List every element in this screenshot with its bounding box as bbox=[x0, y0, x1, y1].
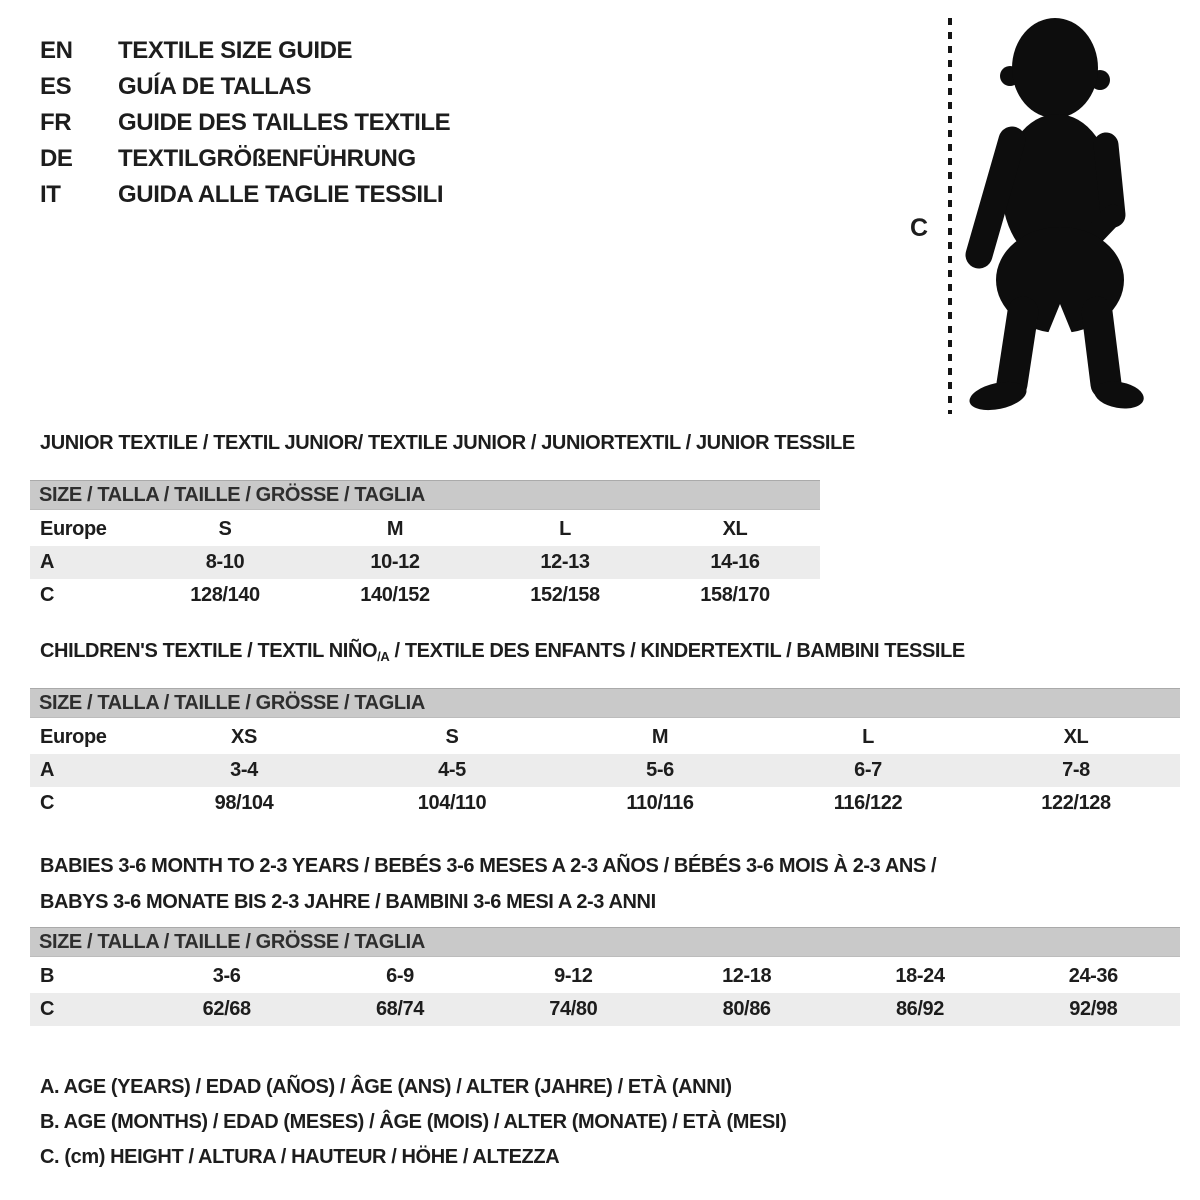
size-value: 3-4 bbox=[230, 759, 258, 781]
table-row bbox=[30, 993, 1180, 1026]
size-value: 68/74 bbox=[375, 998, 425, 1020]
language-title: GUIDA ALLE TAGLIE TESSILI bbox=[118, 181, 444, 208]
size-value: 6-9 bbox=[386, 965, 414, 987]
size-value: XL bbox=[722, 518, 748, 540]
size-value: M bbox=[386, 518, 404, 540]
size-value: 62/68 bbox=[202, 998, 251, 1020]
legend-note-b: B. AGE (MONTHS) / EDAD (MESES) / ÂGE (MOIS) / ALTER (MONATE) / ETÀ (MESI) bbox=[40, 1111, 787, 1133]
language-title-block bbox=[40, 33, 450, 213]
height-measure-figure bbox=[890, 12, 1170, 422]
babies-section-title bbox=[40, 848, 936, 920]
legend-note-a: A. AGE (YEARS) / EDAD (AÑOS) / ÂGE (ANS) / ALTER (JAHRE) / ETÀ (ANNI) bbox=[40, 1076, 732, 1098]
language-title: GUÍA DE TALLAS bbox=[118, 73, 312, 100]
size-value: 10-12 bbox=[370, 551, 420, 573]
size-value: 110/116 bbox=[626, 792, 694, 814]
language-code: DE bbox=[40, 145, 73, 172]
table-row bbox=[30, 787, 1180, 820]
size-value: 98/104 bbox=[214, 792, 274, 814]
size-value: M bbox=[651, 726, 669, 748]
language-title: TEXTILE SIZE GUIDE bbox=[118, 37, 353, 64]
size-value: 116/122 bbox=[833, 792, 903, 814]
size-value: 8-10 bbox=[205, 551, 245, 573]
size-header-bar: SIZE / TALLA / TAILLE / GRÖSSE / TAGLIA bbox=[30, 688, 1180, 718]
language-row bbox=[40, 141, 450, 177]
row-label: Europe bbox=[40, 726, 107, 748]
language-code: FR bbox=[40, 109, 72, 136]
size-header-bar: SIZE / TALLA / TAILLE / GRÖSSE / TAGLIA bbox=[30, 480, 820, 510]
children-section-title bbox=[40, 640, 965, 664]
language-row bbox=[40, 33, 450, 69]
size-value: 18-24 bbox=[895, 965, 945, 987]
size-value: 12-18 bbox=[722, 965, 772, 987]
row-label: Europe bbox=[40, 518, 107, 540]
junior-section-title: JUNIOR TEXTILE / TEXTIL JUNIOR/ TEXTILE JUNIOR / JUNIORTEXTIL / JUNIOR TESSILE bbox=[40, 432, 855, 454]
legend-notes bbox=[40, 1070, 786, 1175]
table-row bbox=[30, 960, 1180, 993]
babies-size-table bbox=[30, 927, 1180, 1026]
height-label-c: C bbox=[910, 214, 928, 242]
size-value: 7-8 bbox=[1062, 759, 1090, 781]
size-value: 24-36 bbox=[1068, 965, 1118, 987]
size-header-bar: SIZE / TALLA / TAILLE / GRÖSSE / TAGLIA bbox=[30, 927, 1180, 957]
toddler-silhouette bbox=[890, 12, 1170, 422]
toddler-body bbox=[967, 18, 1146, 415]
language-code: IT bbox=[40, 181, 61, 208]
size-value: L bbox=[862, 726, 874, 748]
language-title: GUIDE DES TAILLES TEXTILE bbox=[118, 109, 451, 136]
size-value: 5-6 bbox=[646, 759, 674, 781]
language-row bbox=[40, 69, 450, 105]
row-label: A bbox=[40, 551, 55, 573]
size-value: L bbox=[559, 518, 571, 540]
row-label: B bbox=[40, 965, 55, 987]
size-value: XL bbox=[1063, 726, 1089, 748]
babies-title-line2: BABYS 3-6 MONATE BIS 2-3 JAHRE / BAMBINI 3-6 MESI A 2-3 ANNI bbox=[40, 891, 656, 913]
junior-size-table bbox=[30, 480, 820, 612]
language-row bbox=[40, 177, 450, 213]
children-size-table bbox=[30, 688, 1180, 820]
size-value: 104/110 bbox=[417, 792, 487, 814]
size-value: 158/170 bbox=[700, 584, 770, 606]
size-value: 122/128 bbox=[1041, 792, 1111, 814]
table-row bbox=[30, 721, 1180, 754]
table-row bbox=[30, 754, 1180, 787]
children-title-post: / TEXTILE DES ENFANTS / KINDERTEXTIL / BAMBINI TESSILE bbox=[389, 640, 965, 662]
size-value: 9-12 bbox=[554, 965, 593, 987]
row-label: A bbox=[40, 759, 55, 781]
size-value: S bbox=[445, 726, 459, 748]
size-value: 12-13 bbox=[540, 551, 590, 573]
size-value: 152/158 bbox=[530, 584, 600, 606]
language-row bbox=[40, 105, 450, 141]
size-value: 14-16 bbox=[710, 551, 760, 573]
size-value: XS bbox=[231, 726, 257, 748]
children-title-pre: CHILDREN'S TEXTILE / TEXTIL NIÑO bbox=[40, 640, 378, 662]
language-code: EN bbox=[40, 37, 73, 64]
size-value: 74/80 bbox=[549, 998, 598, 1020]
size-value: S bbox=[218, 518, 232, 540]
table-row bbox=[30, 513, 820, 546]
size-value: 140/152 bbox=[360, 584, 430, 606]
size-value: 4-5 bbox=[438, 759, 466, 781]
table-row bbox=[30, 579, 820, 612]
size-value: 92/98 bbox=[1069, 998, 1118, 1020]
legend-note-c: C. (cm) HEIGHT / ALTURA / HAUTEUR / HÖHE / ALTEZZA bbox=[40, 1146, 560, 1168]
size-value: 80/86 bbox=[722, 998, 771, 1020]
children-title-sub: /A bbox=[377, 649, 390, 664]
row-label: C bbox=[40, 792, 55, 814]
size-value: 128/140 bbox=[190, 584, 260, 606]
row-label: C bbox=[40, 584, 55, 606]
language-title: TEXTILGRÖßENFÜHRUNG bbox=[118, 145, 416, 172]
language-code: ES bbox=[40, 73, 72, 100]
size-value: 3-6 bbox=[212, 965, 241, 987]
size-value: 6-7 bbox=[854, 759, 882, 781]
row-label: C bbox=[40, 998, 55, 1020]
babies-title-line1: BABIES 3-6 MONTH TO 2-3 YEARS / BEBÉS 3-6 MESES A 2-3 AÑOS / BÉBÉS 3-6 MOIS À 2-3 ANS / bbox=[40, 855, 937, 877]
table-row bbox=[30, 546, 820, 579]
size-value: 86/92 bbox=[895, 998, 944, 1020]
